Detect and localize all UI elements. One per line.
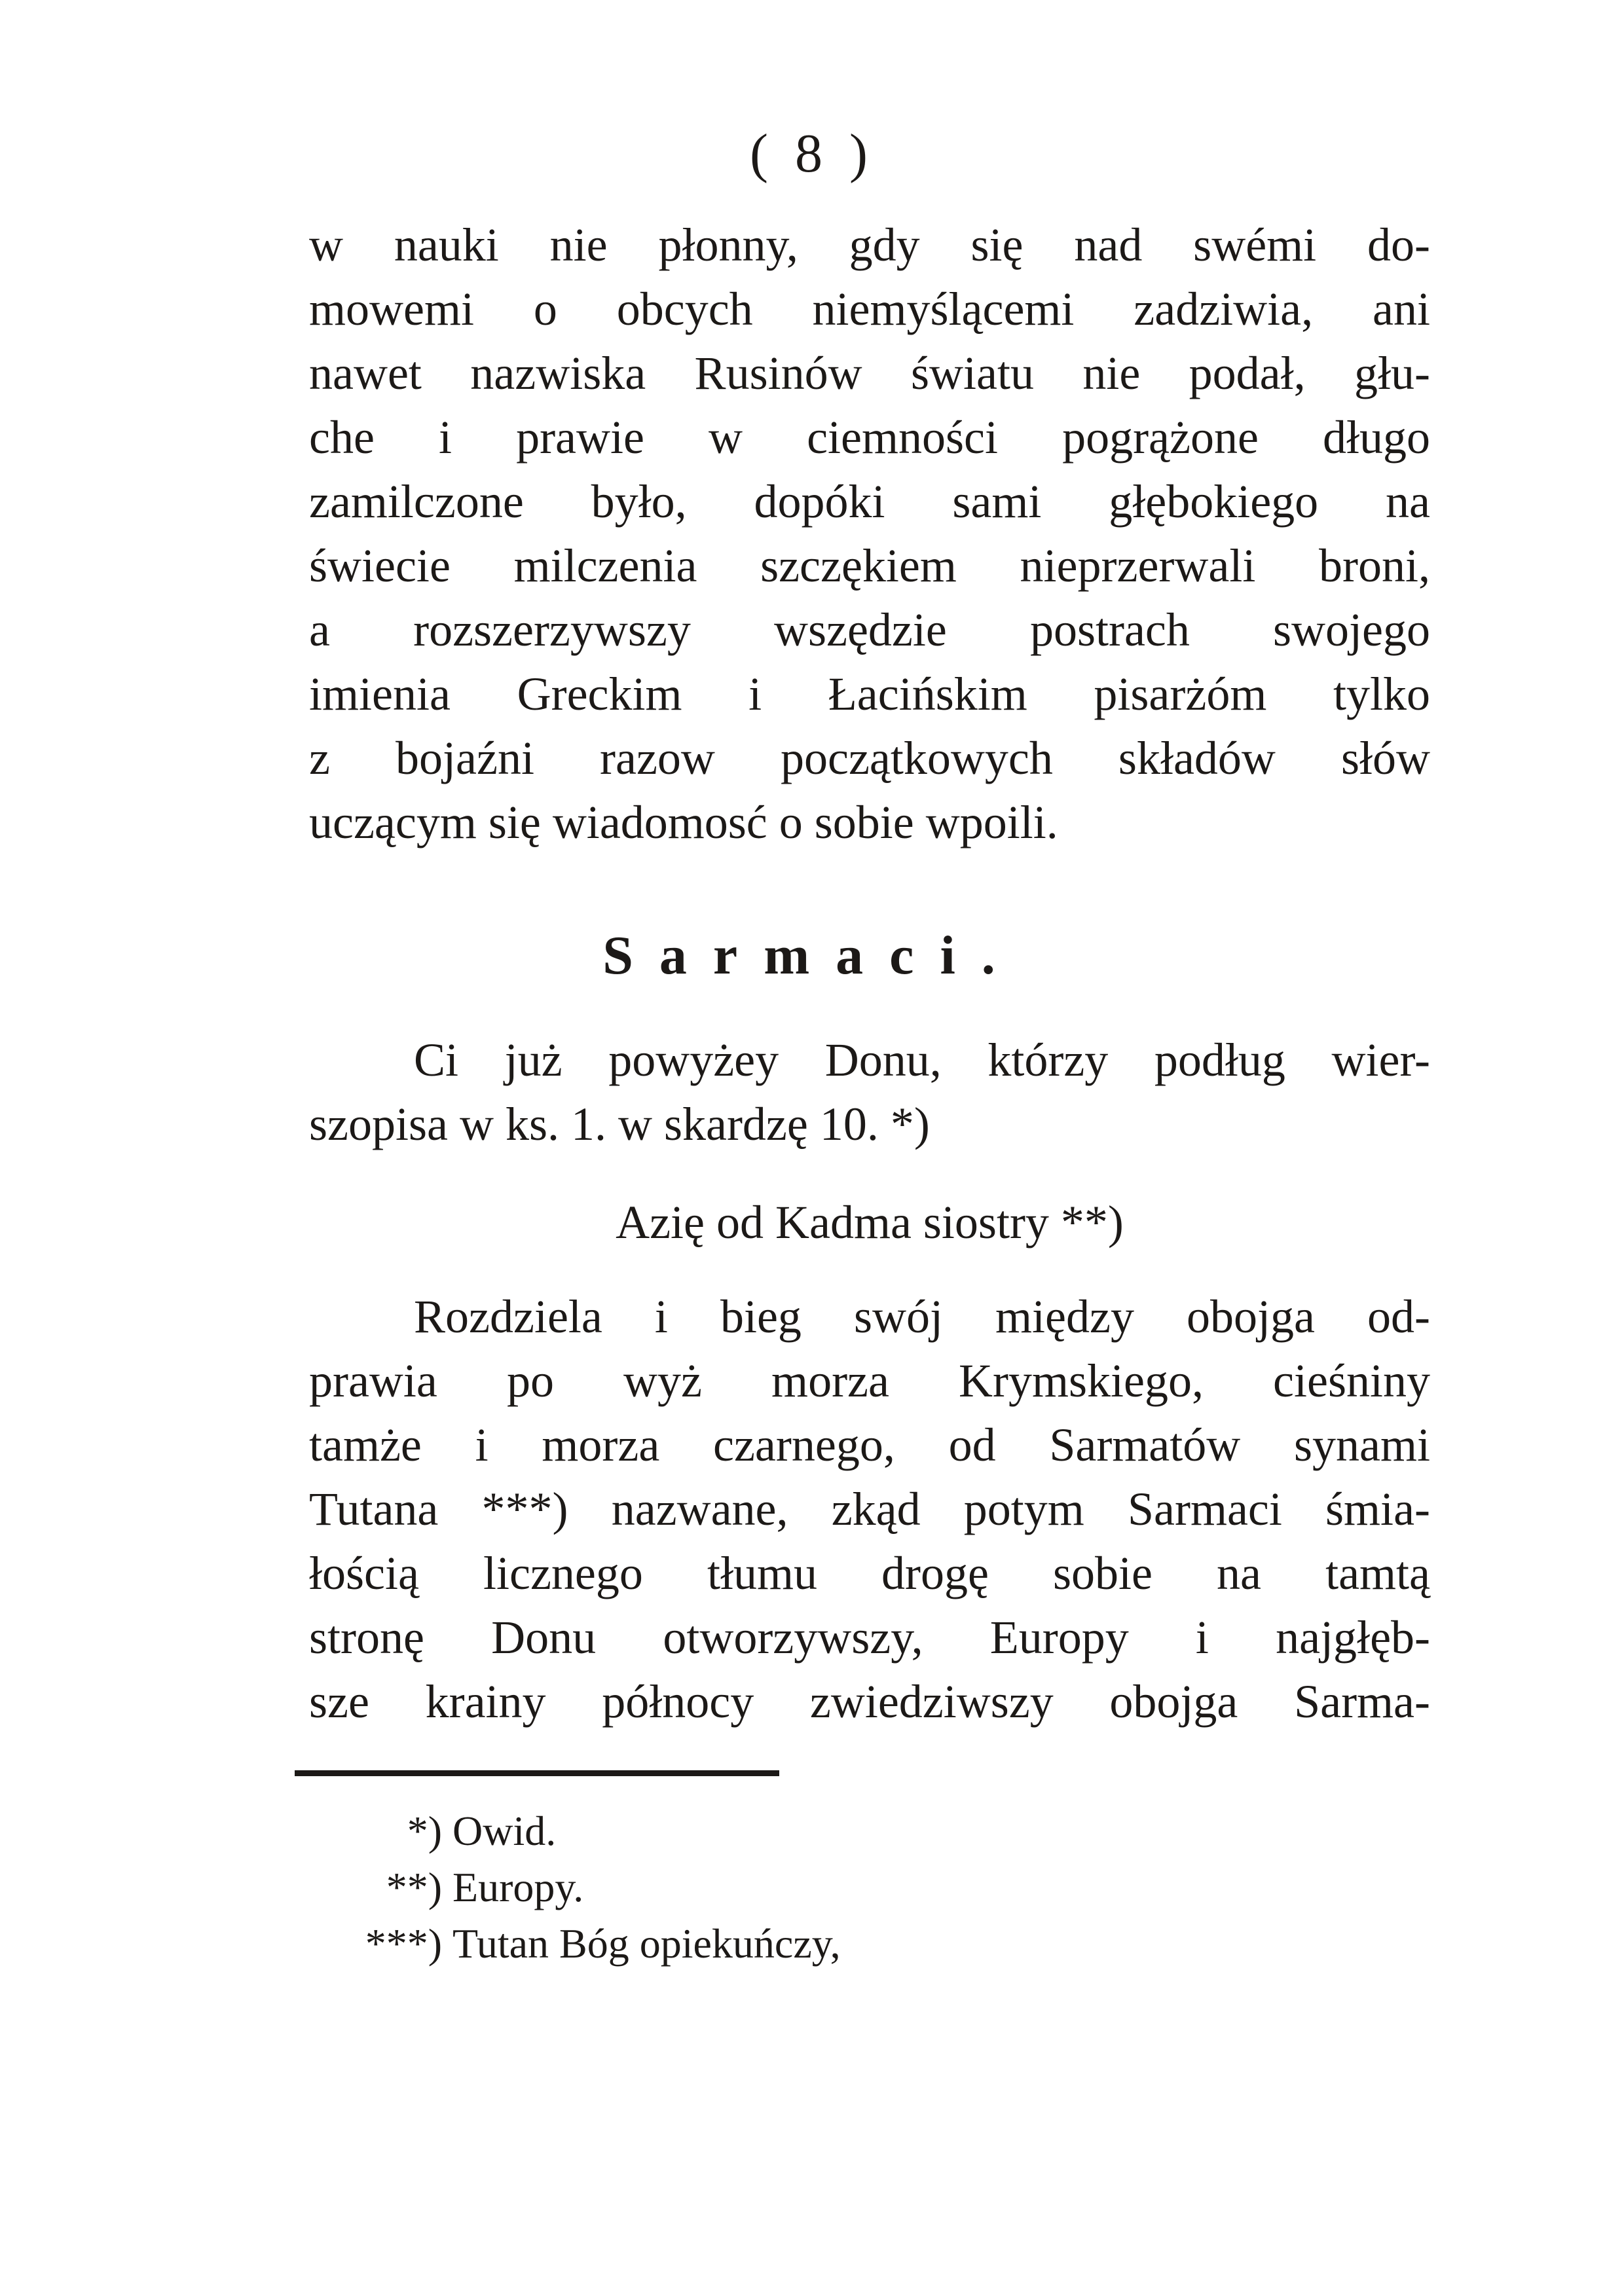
footnote-text: Tutan Bóg opiekuńczy, <box>452 1920 841 1967</box>
text-line: Ci już powyżey Donu, którzy podług wier- <box>414 1034 1430 1086</box>
text-line: łością licznego tłumu drogę sobie na tamtą <box>309 1547 1430 1599</box>
footnote <box>334 1859 1120 1916</box>
text-line: zamilczone było, dopóki sami głębokiego na <box>309 475 1430 528</box>
footnote-divider <box>295 1770 779 1776</box>
text-line: Tutana ***) nazwane, zkąd potym Sarmaci śmia- <box>309 1483 1430 1535</box>
text-line: mowemi o obcych niemyślącemi zadziwia, ani <box>309 283 1430 335</box>
footnote-mark: **) <box>386 1864 442 1910</box>
footnotes <box>334 1803 1120 1972</box>
text-line: z bojaźni razow początkowych składów słów <box>309 732 1430 784</box>
paragraph-2 <box>309 1028 1430 1156</box>
text-line: tamże i morza czarnego, od Sarmatów synami <box>309 1419 1430 1471</box>
footnote-text: Europy. <box>452 1864 584 1910</box>
paragraph-3 <box>309 1285 1430 1734</box>
text-line: a rozszerzywszy wszędzie postrach swojego <box>309 604 1430 656</box>
footnote-mark: *) <box>407 1808 442 1854</box>
footnote <box>334 1916 1120 1972</box>
text-line: uczącym się wiadomosć o sobie wpoili. <box>309 796 1058 848</box>
footnote <box>334 1803 1120 1859</box>
verse-quote-block <box>309 1190 1430 1254</box>
text-line: sze krainy północy zwiedziwszy obojga Sarma- <box>309 1675 1430 1728</box>
text-line: świecie milczenia szczękiem nieprzerwali broni, <box>309 539 1430 592</box>
text-line: szopisa w ks. 1. w skardzę 10. *) <box>309 1098 930 1150</box>
text-line: imienia Greckim i Łacińskim pisarżóm tylko <box>309 668 1430 720</box>
text-line: prawia po wyż morza Krymskiego, cieśniny <box>309 1355 1430 1407</box>
section-heading: Sarmaci. <box>602 925 1022 986</box>
footnote-text: Owid. <box>452 1808 557 1854</box>
footnote-mark: ***) <box>365 1920 442 1967</box>
page-number: ( 8 ) <box>750 123 874 184</box>
text-line: w nauki nie płonny, gdy się nad swémi do- <box>309 219 1430 271</box>
text-line: stronę Donu otworzywszy, Europy i najgłęb- <box>309 1611 1430 1664</box>
paragraph-1 <box>309 213 1430 854</box>
text-line: che i prawie w ciemności pogrążone długo <box>309 411 1430 464</box>
verse-quote: Azię od Kadma siostry **) <box>616 1196 1124 1248</box>
text-line: Rozdziela i bieg swój między obojga od- <box>414 1290 1430 1343</box>
text-line: nawet nazwiska Rusinów światu nie podał, głu- <box>309 347 1430 399</box>
